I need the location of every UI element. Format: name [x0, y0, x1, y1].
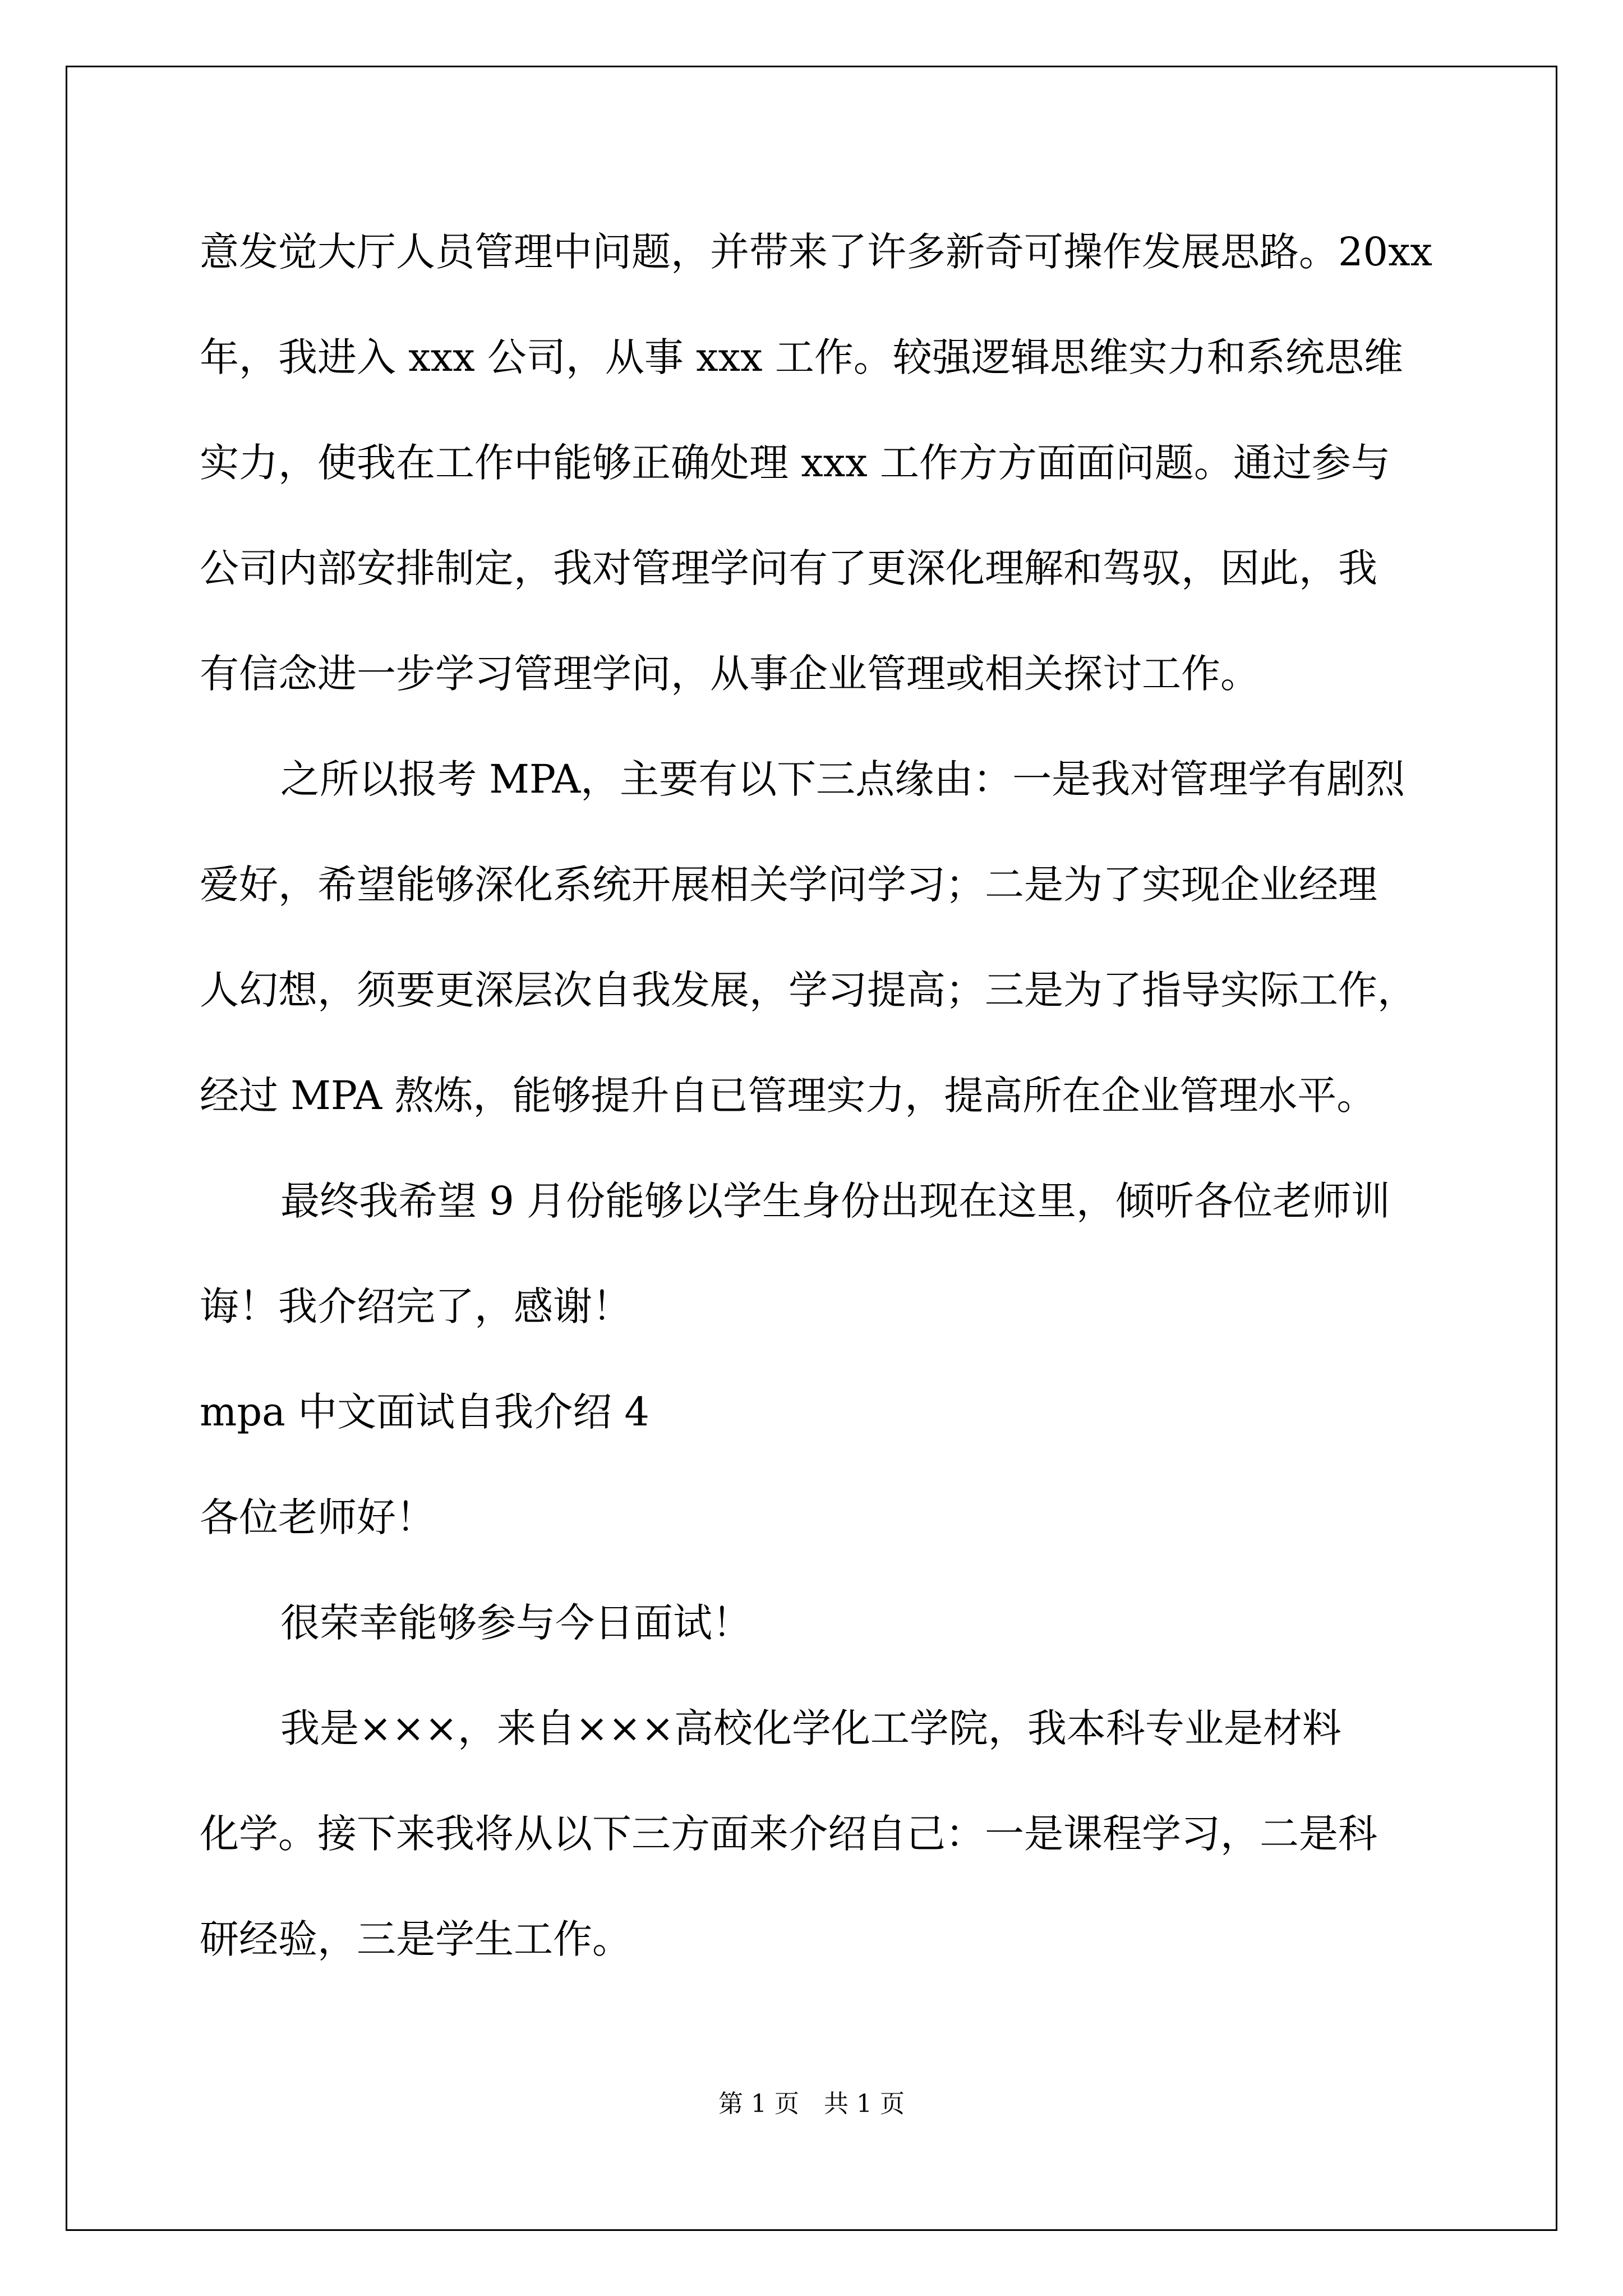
- paragraph-line: 人幻想，须要更深层次自我发展，学习提高；三是为了指导实际工作，: [200, 967, 1417, 1013]
- page-border: [66, 66, 1557, 2231]
- section-heading: mpa 中文面试自我介绍 4: [200, 1389, 649, 1435]
- paragraph-line: 最终我希望 9 月份能够以学生身份出现在这里，倾听各位老师训: [280, 1178, 1391, 1224]
- page-number-footer: 第 1 页 共 1 页: [718, 2090, 905, 2118]
- paragraph-line: 化学。接下来我将从以下三方面来介绍自己：一是课程学习，二是科: [200, 1811, 1377, 1857]
- paragraph-line: 很荣幸能够参与今日面试！: [280, 1600, 751, 1646]
- paragraph-line: 研经验，三是学生工作。: [200, 1916, 631, 1962]
- paragraph-line: 公司内部安排制定，我对管理学问有了更深化理解和驾驭，因此，我: [200, 545, 1377, 591]
- paragraph-line: 之所以报考 MPA，主要有以下三点缘由：一是我对管理学有剧烈: [280, 756, 1405, 802]
- paragraph-line: 年，我进入 xxx 公司，从事 xxx 工作。较强逻辑思维实力和系统思维: [200, 334, 1403, 380]
- paragraph-line: 实力，使我在工作中能够正确处理 xxx 工作方方面面问题。通过参与: [200, 440, 1390, 486]
- paragraph-line: 经过 MPA 熬炼，能够提升自已管理实力，提高所在企业管理水平。: [200, 1073, 1376, 1119]
- greeting-line: 各位老师好！: [200, 1494, 435, 1540]
- paragraph-line: 意发觉大厅人员管理中问题，并带来了许多新奇可操作发展思路。20xx: [200, 229, 1433, 275]
- paragraph-line: 我是×××，来自×××高校化学化工学院，我本科专业是材料: [280, 1705, 1341, 1751]
- paragraph-line: 爱好，希望能够深化系统开展相关学问学习；二是为了实现企业经理: [200, 862, 1377, 908]
- paragraph-line: 有信念进一步学习管理学问，从事企业管理或相关探讨工作。: [200, 651, 1260, 697]
- paragraph-line: 诲！我介绍完了，感谢！: [200, 1283, 631, 1329]
